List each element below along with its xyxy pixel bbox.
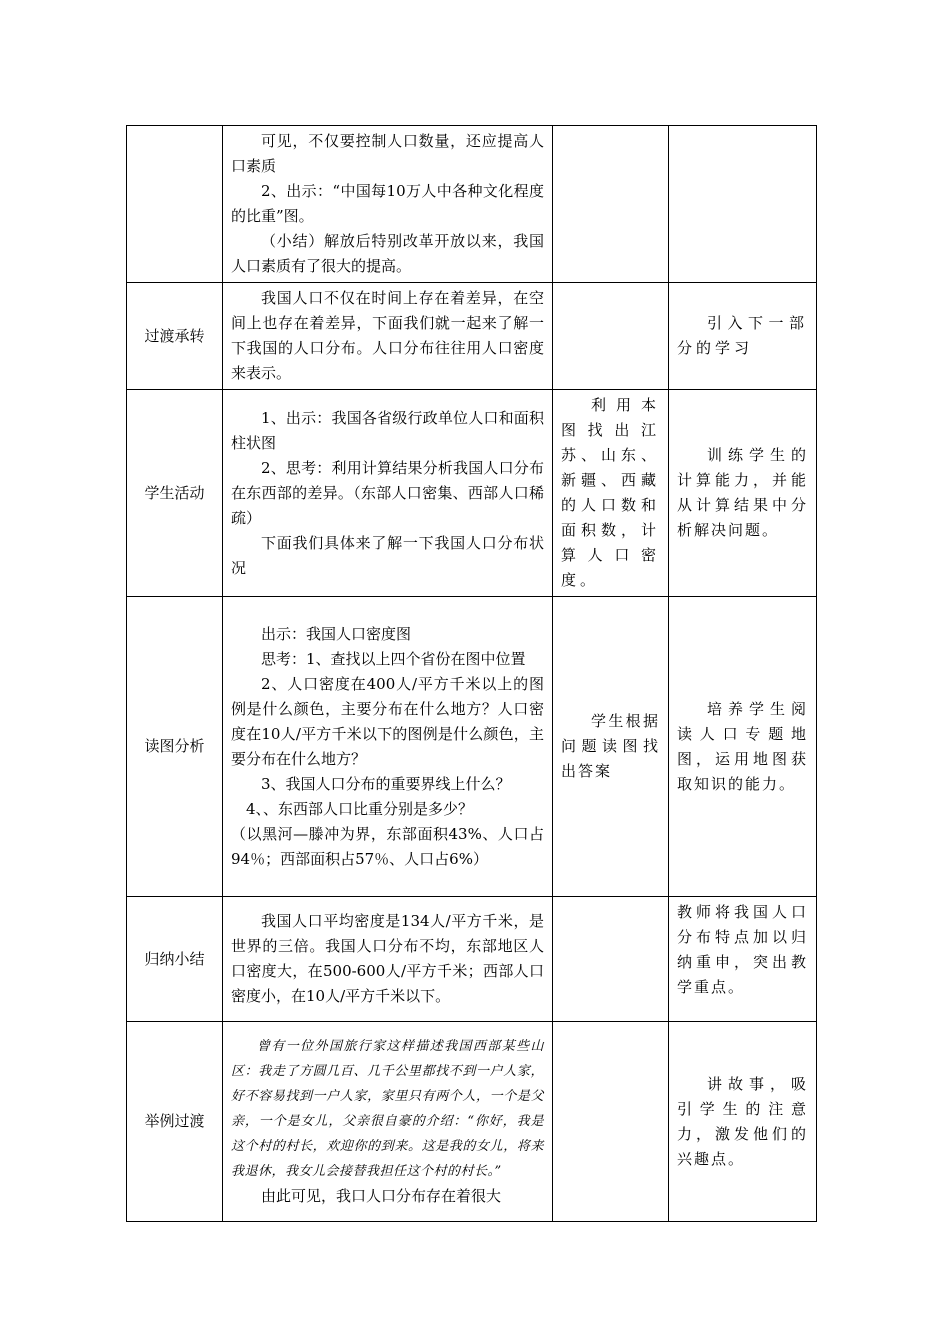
design-intent-cell (669, 126, 817, 283)
content-paragraph: （以黑河—滕冲为界，东部面积43%、人口占94％；西部面积占57％、人口占6%） (231, 824, 544, 868)
student-activity-cell (553, 1022, 669, 1222)
content-paragraph: 思考：1、查找以上四个省份在图中位置 (261, 649, 526, 668)
table-row (127, 126, 817, 283)
stage-cell: 归纳小结 (127, 897, 223, 1022)
content-paragraph: 4、、东西部人口比重分别是多少？ (246, 799, 474, 818)
student-activity-cell (553, 126, 669, 283)
content-paragraph: 2、人口密度在400人/平方千米以上的图例是什么颜色，主要分布在什么地方？人口密度在10人/平方千米以下的图例是什么颜色，主要分布在什么地方？ (231, 674, 544, 768)
table-row (127, 283, 817, 390)
content-paragraph: 出示：我国人口密度图 (261, 624, 412, 643)
content-paragraph: 2、出示：“中国每10万人中各种文化程度的比重”图。 (231, 182, 544, 225)
table-row (127, 897, 817, 1022)
student-activity-cell (553, 597, 669, 897)
intent-paragraph: 讲故事，吸引学生的注意力，激发他们的兴趣点。 (677, 1074, 808, 1168)
content-paragraph: 下面我们具体来了解一下我国人口分布状况 (231, 533, 544, 577)
stage-cell: 学生活动 (127, 390, 223, 597)
content-paragraph: 我国人口平均密度是134人/平方千米，是世界的三倍。我国人口分布不均，东部地区人口密度大，在500-600人/平方千米；西部人口密度小，在10人/平方千米以下。 (231, 912, 544, 1005)
content-cell (223, 897, 553, 1022)
intent-paragraph: 培养学生阅读人口专题地图，运用地图获取知识的能力。 (677, 699, 808, 793)
content-paragraph: 我国人口不仅在时间上存在着差异，在空间上也存在着差异，下面我们就一起来了解一下我国的人口分布。人口分布往往用人口密度来表示。 (231, 289, 544, 382)
design-intent-cell (669, 597, 817, 897)
intent-paragraph: 训练学生的计算能力，并能从计算结果中分析解决问题。 (677, 446, 808, 539)
stage-cell (127, 126, 223, 283)
table-row (127, 597, 817, 897)
intent-paragraph: 教师将我国人口分布特点加以归纳重申，突出教学重点。 (677, 903, 808, 996)
stage-cell: 举例过渡 (127, 1022, 223, 1222)
table-row (127, 1022, 817, 1222)
stage-cell: 过渡承转 (127, 283, 223, 390)
design-intent-cell (669, 390, 817, 597)
content-cell (223, 1022, 553, 1222)
story-paragraph: 曾有一位外国旅行家这样描述我国西部某些山区：我走了方圆几百、几千公里都找不到一户人家，好不容易找到一户人家，家里只有两个人，一个是父亲，一个是女儿，父亲很自豪的介绍：“你好，我是这个村的村长，欢迎你的到来。这是我的女儿，将来我退休，我女儿会接替我担任这个村的村长。” (231, 1039, 544, 1179)
content-paragraph: 2、思考：利用计算结果分析我国人口分布在东西部的差异。（东部人口密集、西部人口稀疏） (231, 458, 544, 527)
content-paragraph: 3、我国人口分布的重要界线上什么？ (261, 774, 511, 793)
content-paragraph: 可见，不仅要控制人口数量，还应提高人口素质 (231, 132, 544, 175)
content-paragraph: 由此可见，我口人口分布存在着很大 (261, 1187, 502, 1205)
content-cell (223, 126, 553, 283)
stage-cell: 读图分析 (127, 597, 223, 897)
student-activity-cell (553, 897, 669, 1022)
lesson-plan-table (126, 125, 817, 1222)
table-row (127, 390, 817, 597)
content-paragraph: 1、出示：我国各省级行政单位人口和面积柱状图 (231, 408, 544, 452)
design-intent-cell (669, 283, 817, 390)
content-cell (223, 283, 553, 390)
content-cell (223, 597, 553, 897)
student-activity-cell (553, 390, 669, 597)
student-paragraph: 利用本图找出江苏、山东、新疆、西藏的人口数和面积数，计算人口密度。 (561, 396, 660, 589)
content-paragraph: （小结）解放后特别改革开放以来，我国人口素质有了很大的提高。 (231, 232, 544, 275)
student-activity-cell (553, 283, 669, 390)
intent-paragraph: 引入下一部分的学习 (677, 314, 808, 357)
student-paragraph: 学生根据问题读图找出答案 (561, 712, 660, 780)
content-cell (223, 390, 553, 597)
design-intent-cell (669, 897, 817, 1022)
design-intent-cell (669, 1022, 817, 1222)
